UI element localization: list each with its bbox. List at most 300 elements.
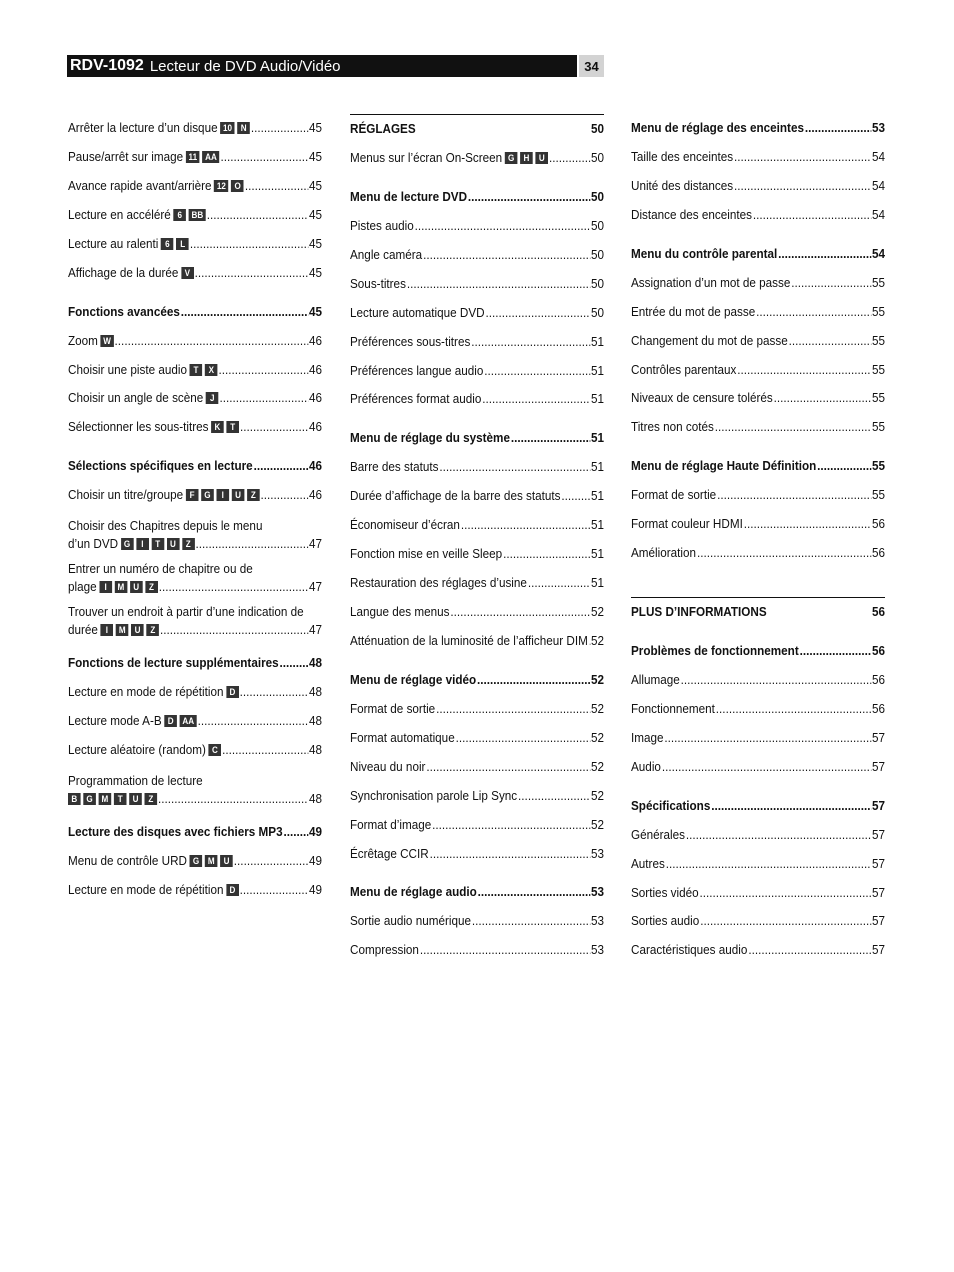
toc-entry-label (68, 847, 233, 876)
toc-entry[interactable] (631, 510, 885, 539)
toc-entry[interactable] (350, 241, 604, 270)
dot-leader (503, 540, 590, 569)
toc-section-heading[interactable] (350, 183, 604, 212)
dot-leader (207, 201, 308, 230)
toc-entry[interactable] (631, 384, 885, 413)
toc-page-number: 50 (590, 246, 604, 262)
toc-entry-label (350, 385, 481, 414)
toc-entry[interactable] (68, 481, 322, 510)
disc-type-badge: Z (145, 793, 158, 805)
toc-entry-text: Distance des enceintes (631, 206, 752, 222)
dot-leader (715, 413, 871, 442)
toc-entry-text: Pistes audio (350, 217, 414, 233)
model-name: RDV-1092 (70, 57, 144, 74)
dot-leader (734, 172, 871, 201)
toc-entry-label (631, 850, 665, 879)
toc-entry[interactable] (68, 510, 322, 553)
disc-type-badge: B (68, 793, 81, 805)
dot-leader (791, 269, 871, 298)
toc-entry[interactable] (68, 114, 322, 143)
toc-entry[interactable] (350, 453, 604, 482)
toc-page-number: 51 (590, 430, 604, 446)
section-gap (350, 868, 604, 878)
dot-leader (198, 707, 308, 736)
toc-entry-label (631, 821, 685, 850)
toc-entry-text: Lecture des disques avec fichiers MP3 (68, 823, 283, 839)
toc-entry[interactable] (631, 850, 885, 879)
toc-entry-label (350, 840, 429, 869)
toc-entry-label (68, 707, 197, 736)
toc-entry-text: Entrer un numéro de chapitre ou de (68, 561, 253, 577)
section-gap (68, 639, 322, 649)
toc-section-heading[interactable] (350, 666, 604, 695)
toc-entry-text: Compression (350, 942, 419, 958)
toc-entry-label (631, 201, 752, 230)
toc-entry-text: Caractéristiques audio (631, 942, 748, 958)
toc-entry-label (350, 569, 527, 598)
toc-page-number: 55 (871, 419, 885, 435)
toc-entry-label (350, 482, 561, 511)
toc-entry[interactable] (350, 907, 604, 936)
toc-entry[interactable] (68, 678, 322, 707)
disc-type-badge: 6 (161, 238, 174, 250)
toc-page-number: 55 (871, 458, 885, 474)
toc-entry-text: Fonctions de lecture supplémentaires (68, 655, 279, 671)
toc-entry[interactable] (68, 413, 322, 442)
toc-entry-text: Format de sortie (631, 487, 717, 503)
dot-leader (681, 666, 871, 695)
toc-entry[interactable] (350, 212, 604, 241)
toc-page-number: 48 (308, 790, 322, 806)
disc-type-badge: U (535, 152, 548, 164)
disc-type-badge: G (505, 152, 518, 164)
toc-entry[interactable] (68, 172, 322, 201)
toc-entry-text: Sorties audio (631, 913, 700, 929)
dot-leader (664, 724, 871, 753)
toc-column-3 (631, 114, 885, 965)
toc-entry[interactable] (631, 172, 885, 201)
toc-entry-label (350, 328, 470, 357)
toc-entry-label (68, 620, 159, 639)
toc-page-number: 57 (871, 797, 885, 813)
toc-section-heading[interactable] (350, 424, 604, 453)
toc-section-heading[interactable] (68, 649, 322, 678)
toc-page-number: 56 (871, 700, 885, 716)
toc-section-heading[interactable] (68, 452, 322, 481)
toc-entry-label (68, 384, 219, 413)
dot-leader (753, 201, 871, 230)
toc-entry[interactable] (631, 143, 885, 172)
toc-entry-label (350, 811, 431, 840)
disc-type-badge: BB (189, 209, 206, 221)
toc-entry-text: Menu de réglage Haute Définition (631, 458, 817, 474)
dot-leader (662, 753, 871, 782)
toc-entry[interactable] (350, 328, 604, 357)
toc-entry[interactable] (68, 765, 322, 808)
toc-entry[interactable] (631, 666, 885, 695)
toc-page-number: 45 (308, 177, 322, 193)
toc-entry-text: Langue des menus (350, 604, 450, 619)
toc-entry-label (350, 782, 517, 811)
disc-type-badge: Z (145, 581, 158, 593)
toc-page-number: 46 (308, 419, 322, 435)
dot-leader (283, 818, 308, 847)
toc-entry-label (350, 666, 476, 695)
toc-page-number: 47 (308, 579, 322, 595)
toc-page-number: 51 (590, 391, 604, 407)
toc-entry[interactable] (350, 840, 604, 869)
disc-type-badge: N (237, 122, 250, 134)
toc-entry-label (631, 510, 743, 539)
toc-entry-text: Restauration des réglages d’usine (350, 575, 527, 591)
toc-page-number: 49 (308, 823, 322, 839)
toc-page-number: 51 (590, 546, 604, 562)
dot-leader (774, 384, 871, 413)
toc-page-number: 46 (308, 332, 322, 348)
toc-entry[interactable] (68, 356, 322, 385)
toc-entry-text: Choisir un titre/groupe (68, 487, 184, 503)
toc-entry-label (631, 481, 716, 510)
dot-leader (219, 356, 309, 385)
disc-type-badge: U (129, 793, 142, 805)
toc-page-number: 56 (871, 671, 885, 687)
toc-entry[interactable] (350, 811, 604, 840)
toc-page-number: 50 (590, 304, 604, 320)
toc-page-number: 54 (871, 177, 885, 193)
toc-entry[interactable] (631, 879, 885, 908)
disc-type-badge: W (101, 335, 114, 347)
toc-entry[interactable] (631, 201, 885, 230)
dot-leader (484, 357, 590, 386)
toc-entry[interactable] (350, 270, 604, 299)
toc-page-number: 50 (590, 188, 604, 204)
disc-type-badge: T (190, 364, 203, 376)
disc-type-badge: F (186, 489, 199, 501)
toc-page-number: 51 (590, 459, 604, 475)
dot-leader (423, 241, 590, 270)
toc-entry-label (350, 907, 471, 936)
toc-entry-label (631, 879, 699, 908)
toc-entry-label (350, 241, 422, 270)
toc-entry[interactable] (631, 695, 885, 724)
toc-page-number: 55 (871, 274, 885, 290)
toc-section-heading[interactable] (631, 240, 885, 269)
disc-type-badge: AA (180, 715, 197, 727)
toc-entry-label (68, 356, 218, 385)
toc-entry-text: Durée d’affichage de la barre des statuts (350, 488, 561, 504)
toc-entry-label (350, 753, 425, 782)
toc-page-number: 45 (308, 264, 322, 280)
dot-leader (415, 212, 590, 241)
toc-entry[interactable] (350, 724, 604, 753)
toc-section-heading[interactable] (631, 637, 885, 666)
toc-entry[interactable] (631, 269, 885, 298)
disc-type-badge: I (101, 624, 114, 636)
toc-entry-text: Menu de lecture DVD (350, 188, 468, 204)
toc-entry-label (68, 736, 221, 765)
dot-leader (817, 452, 871, 481)
toc-entry[interactable] (350, 782, 604, 811)
toc-entry[interactable] (68, 230, 322, 259)
toc-entry[interactable] (68, 553, 322, 596)
disc-type-badge: Z (147, 624, 160, 636)
toc-page-number: 48 (308, 742, 322, 757)
dot-leader (482, 385, 590, 414)
dot-leader (518, 782, 590, 811)
toc-entry-label (631, 936, 747, 965)
toc-entry-label (68, 789, 157, 808)
toc-entry-label (631, 695, 715, 724)
toc-entry-text: Contrôles parentaux (631, 361, 737, 377)
section-gap (68, 288, 322, 298)
disc-type-badge: G (83, 793, 96, 805)
section-gap (68, 442, 322, 452)
toc-entry-label (68, 114, 250, 143)
toc-entry[interactable] (68, 327, 322, 356)
toc-entry-text: Assignation d’un mot de passe (631, 274, 791, 290)
toc-entry-label (68, 678, 239, 707)
dot-leader (219, 384, 308, 413)
toc-entry-label (350, 144, 548, 173)
toc-entry-text: Affichage de la durée (68, 264, 179, 280)
toc-entry-text: Format d’image (350, 816, 432, 832)
disc-type-badge: U (232, 489, 245, 501)
toc-section-heading[interactable] (631, 598, 885, 627)
toc-entry[interactable] (631, 907, 885, 936)
toc-entry[interactable] (631, 327, 885, 356)
disc-type-badge: Z (247, 489, 260, 501)
toc-entry-text: Lecture en accéléré (68, 206, 171, 222)
toc-page-number: 51 (590, 488, 604, 504)
toc-entry-text: Niveaux de censure tolérés (631, 390, 773, 406)
toc-entry-text: Menu de réglage du système (350, 430, 510, 446)
toc-entry[interactable] (631, 936, 885, 965)
dot-leader (471, 328, 590, 357)
toc-entry-label (631, 269, 790, 298)
disc-type-badge: I (99, 581, 112, 593)
toc-section-heading[interactable] (68, 298, 322, 327)
dot-leader (589, 627, 590, 656)
toc-entry-text: RÉGLAGES (350, 121, 416, 136)
toc-entry-text: Sortie audio numérique (350, 913, 471, 929)
toc-entry-text: durée (68, 622, 98, 638)
toc-entry-text: Lecture en mode de répétition (68, 881, 224, 897)
toc-page-number: 55 (871, 303, 885, 319)
toc-page-number: 46 (308, 390, 322, 406)
toc-entry-text: Audio (631, 758, 661, 774)
dot-leader (697, 539, 871, 568)
toc-entry-label (68, 876, 239, 905)
toc-entry[interactable] (350, 299, 604, 328)
toc-page-number: 49 (308, 852, 322, 868)
section-gap (350, 173, 604, 183)
dot-leader (666, 850, 871, 879)
toc-entry-label (68, 534, 195, 553)
toc-entry-continuation (68, 789, 322, 808)
dot-leader (461, 511, 590, 540)
toc-entry-text: Lecture mode A-B (68, 713, 162, 729)
toc-page-number: 50 (590, 217, 604, 233)
dot-leader (240, 678, 308, 707)
toc-entry[interactable] (68, 736, 322, 765)
toc-page-number: 52 (590, 632, 604, 648)
toc-entry-text: Lecture au ralenti (68, 235, 159, 251)
disc-type-badge: D (226, 884, 239, 896)
section-gap (631, 442, 885, 452)
toc-entry[interactable] (68, 847, 322, 876)
section-gap (68, 808, 322, 818)
toc-page-number: 45 (308, 120, 322, 135)
dot-leader (748, 936, 871, 965)
toc-entry-text: Pause/arrêt sur image (68, 148, 184, 164)
toc-page-number: 45 (308, 206, 322, 222)
toc-entry[interactable] (68, 143, 322, 172)
toc-page-number: 45 (308, 235, 322, 251)
section-gap (350, 656, 604, 666)
toc-entry-text: Choisir un angle de scène (68, 390, 204, 406)
toc-page-number: 52 (590, 787, 604, 803)
dot-leader (711, 792, 871, 821)
toc-page-number: 56 (871, 643, 885, 658)
dot-leader (181, 298, 308, 327)
toc-entry-text: Barre des statuts (350, 459, 439, 475)
toc-section-heading[interactable] (631, 452, 885, 481)
toc-page-number: 52 (590, 671, 604, 687)
toc-page-number: 53 (590, 884, 604, 900)
toc-entry[interactable] (68, 201, 322, 230)
toc-page-number: 57 (871, 826, 885, 842)
toc-entry-text: Changement du mot de passe (631, 332, 788, 348)
toc-entry-label (631, 452, 816, 481)
toc-entry-text: Menu de réglage audio (350, 884, 477, 900)
toc-entry-label (68, 230, 189, 259)
toc-entry-text: Sélections spécifiques en lecture (68, 458, 253, 474)
dot-leader (717, 481, 871, 510)
toc-entry[interactable] (631, 539, 885, 568)
toc-entry-text: Format couleur HDMI (631, 516, 743, 532)
toc-section-heading[interactable] (631, 792, 885, 821)
toc-entry[interactable] (350, 357, 604, 386)
toc-section-heading[interactable] (350, 115, 604, 144)
disc-type-badge: O (231, 180, 244, 192)
toc-section-heading[interactable] (631, 114, 885, 143)
toc-entry[interactable] (350, 627, 604, 656)
toc-entry-text: Avance rapide avant/arrière (68, 177, 212, 193)
toc-page-number: 46 (308, 487, 322, 503)
dot-leader (468, 183, 590, 212)
toc-entry-text: PLUS D’INFORMATIONS (631, 604, 767, 620)
dot-leader (528, 569, 590, 598)
disc-type-badge: L (176, 238, 189, 250)
toc-entry[interactable] (68, 707, 322, 736)
toc-entry[interactable] (350, 385, 604, 414)
toc-entry-text: Taille des enceintes (631, 148, 734, 164)
dot-leader (561, 482, 590, 511)
toc-page-number: 55 (871, 332, 885, 348)
toc-entry[interactable] (631, 481, 885, 510)
dot-leader (234, 847, 308, 876)
toc-entry-label (631, 907, 699, 936)
toc-entry-text: Menu de contrôle URD (68, 852, 188, 868)
toc-entry[interactable] (350, 511, 604, 540)
toc-entry[interactable] (631, 753, 885, 782)
toc-entry[interactable] (68, 259, 322, 288)
toc-entry-label (68, 818, 283, 847)
section-gap (631, 568, 885, 597)
toc-entry[interactable] (631, 724, 885, 753)
toc-entry-text: Lecture en mode de répétition (68, 684, 224, 700)
disc-type-badge: Z (182, 538, 195, 550)
toc-section-heading[interactable] (350, 878, 604, 907)
toc-entry[interactable] (350, 936, 604, 965)
toc-entry-label (350, 511, 460, 540)
toc-entry[interactable] (631, 413, 885, 442)
disc-type-badge: G (201, 489, 214, 501)
dot-leader (486, 299, 591, 328)
toc-entry[interactable] (350, 598, 604, 627)
toc-entry[interactable] (68, 876, 322, 905)
toc-entry[interactable] (350, 540, 604, 569)
toc-page-number: 55 (871, 361, 885, 377)
dot-leader (240, 413, 308, 442)
toc-entry-label (631, 666, 680, 695)
dot-leader (734, 143, 871, 172)
toc-page-number: 53 (590, 845, 604, 861)
toc-entry[interactable] (631, 356, 885, 385)
toc-entry[interactable] (350, 569, 604, 598)
toc-entry[interactable] (68, 384, 322, 413)
toc-entry-text: Menu de réglage des enceintes (631, 120, 804, 135)
toc-page-number: 46 (308, 458, 322, 474)
toc-entry-label (631, 539, 696, 568)
toc-entry-label (631, 753, 661, 782)
dot-leader (407, 270, 590, 299)
dot-leader (472, 907, 590, 936)
toc-entry[interactable] (68, 596, 322, 639)
toc-page-number: 57 (871, 729, 885, 745)
toc-entry-text: Titres non cotés (631, 419, 714, 435)
toc-page-number: 47 (308, 622, 322, 638)
toc-entry-label (631, 724, 664, 753)
toc-entry[interactable] (350, 144, 604, 173)
disc-type-badge: U (167, 538, 180, 550)
toc-entry-label (631, 327, 788, 356)
toc-entry-text: Fonction mise en veille Sleep (350, 546, 503, 562)
toc-entry-label (631, 172, 733, 201)
toc-entry-label (68, 172, 244, 201)
dot-leader (549, 144, 590, 173)
dot-leader (160, 620, 308, 639)
toc-page-number: 54 (871, 148, 885, 164)
toc-entry[interactable] (350, 695, 604, 724)
toc-entry[interactable] (350, 753, 604, 782)
dot-leader (789, 327, 871, 356)
toc-entry-label (68, 413, 239, 442)
toc-section-heading[interactable] (68, 818, 322, 847)
disc-type-badge: J (206, 392, 219, 404)
toc-entry[interactable] (631, 298, 885, 327)
toc-entry-label (631, 792, 710, 821)
dot-leader (744, 510, 871, 539)
toc-entry[interactable] (631, 821, 885, 850)
toc-entry[interactable] (350, 482, 604, 511)
toc-entry-text: Format de sortie (350, 700, 436, 716)
toc-page-number: 52 (590, 700, 604, 716)
dot-leader (805, 114, 871, 143)
dot-leader (245, 172, 308, 201)
section-gap (631, 230, 885, 240)
toc-entry-label (631, 637, 799, 666)
